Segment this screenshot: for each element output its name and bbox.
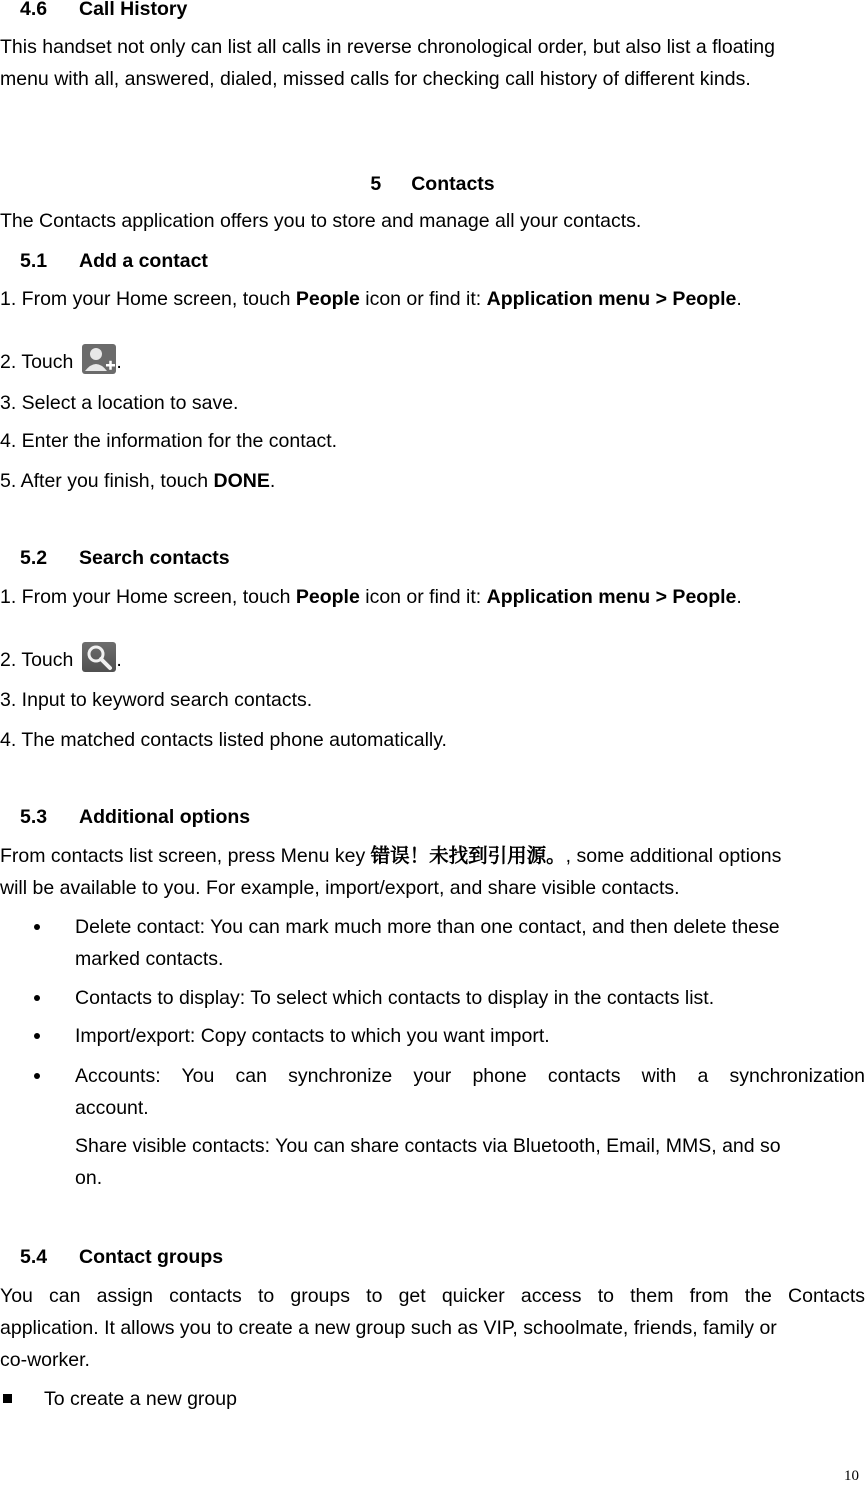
paragraph-line: co-worker.: [0, 1349, 90, 1371]
paragraph-line: application. It allows you to create a new group such as VIP, schoolmate, friends, family or: [0, 1317, 777, 1339]
step-3: 3. Input to keyword search contacts.: [0, 689, 313, 711]
bullet-line: Import/export: Copy contacts to which you want import.: [75, 1025, 550, 1047]
heading-5-4: [20, 1241, 865, 1273]
page-number: 10: [844, 1468, 859, 1484]
step-2: [0, 642, 865, 676]
bullet-line: account.: [75, 1097, 149, 1119]
bullet-line: on.: [75, 1167, 103, 1189]
bullet-line: To create a new group: [44, 1388, 237, 1410]
step-4: 4. Enter the information for the contact.: [0, 430, 338, 452]
step-2: [0, 344, 865, 378]
step-4: 4. The matched contacts listed phone automatically.: [0, 729, 447, 751]
text: 1. From your Home screen, touch: [0, 288, 296, 310]
section-number: 5.2: [20, 547, 48, 569]
text: .: [116, 649, 122, 671]
bullet-line: Share visible contacts: You can share contacts via Bluetooth, Email, MMS, and so: [75, 1135, 781, 1157]
section-number: 5.1: [20, 250, 48, 272]
section-title: Add a contact: [79, 250, 208, 272]
paragraph-line: The Contacts application offers you to store and manage all your contacts.: [0, 210, 642, 232]
text: .: [116, 351, 122, 373]
add-contact-icon: [82, 344, 116, 374]
text: icon or find it:: [359, 288, 487, 310]
section-number: 5.3: [20, 806, 48, 828]
bullet-line: Accounts: You can synchronize your phone contacts with a synchronization: [75, 1065, 865, 1087]
text: , some additional options: [565, 845, 782, 867]
error-reference-text: 错误！未找到引用源。: [370, 844, 566, 867]
heading-4-6: [20, 0, 865, 25]
text: 1. From your Home screen, touch: [0, 586, 296, 608]
heading-5-3: [20, 801, 865, 833]
text: From contacts list screen, press Menu key: [0, 845, 371, 867]
bold-text: Application menu > People: [486, 288, 737, 310]
bullet-line: Delete contact: You can mark much more than one contact, and then delete these: [75, 916, 780, 938]
section-number: 4.6: [20, 0, 48, 20]
bold-text: People: [295, 288, 360, 310]
section-title: Call History: [79, 0, 188, 20]
chapter-number: 5: [370, 173, 382, 195]
text: 2. Touch: [0, 649, 74, 671]
section-title: Contact groups: [79, 1246, 224, 1268]
paragraph-line: menu with all, answered, dialed, missed calls for checking call history of different kinds.: [0, 68, 751, 90]
paragraph-line: [0, 840, 865, 872]
paragraph-line: will be available to you. For example, import/export, and share visible contacts.: [0, 877, 680, 899]
section-number: 5.4: [20, 1246, 48, 1268]
bold-text: Application menu > People: [486, 586, 737, 608]
text: icon or find it:: [359, 586, 487, 608]
heading-5-1: [20, 245, 865, 277]
text: 2. Touch: [0, 351, 74, 373]
bold-text: DONE: [213, 470, 270, 492]
text: .: [736, 288, 742, 310]
text: 5. After you finish, touch: [0, 470, 214, 492]
step-3: 3. Select a location to save.: [0, 392, 239, 414]
text: .: [736, 586, 742, 608]
bullet-line: marked contacts.: [75, 948, 224, 970]
chapter-title: Contacts: [411, 173, 495, 195]
section-title: Additional options: [79, 806, 251, 828]
chapter-heading-5: [0, 168, 865, 200]
search-icon: [82, 642, 116, 672]
heading-5-2: [20, 542, 865, 574]
bold-text: People: [295, 586, 360, 608]
text: .: [269, 470, 276, 492]
bullet-line: Contacts to display: To select which contacts to display in the contacts list.: [75, 987, 715, 1009]
paragraph-line: This handset not only can list all calls in reverse chronological order, but also list a floating: [0, 36, 775, 58]
paragraph-line: You can assign contacts to groups to get quicker access to them from the Contacts: [0, 1285, 865, 1307]
step-1: [0, 283, 865, 315]
section-title: Search contacts: [79, 547, 230, 569]
step-1: [0, 581, 865, 613]
step-5: [0, 465, 865, 497]
